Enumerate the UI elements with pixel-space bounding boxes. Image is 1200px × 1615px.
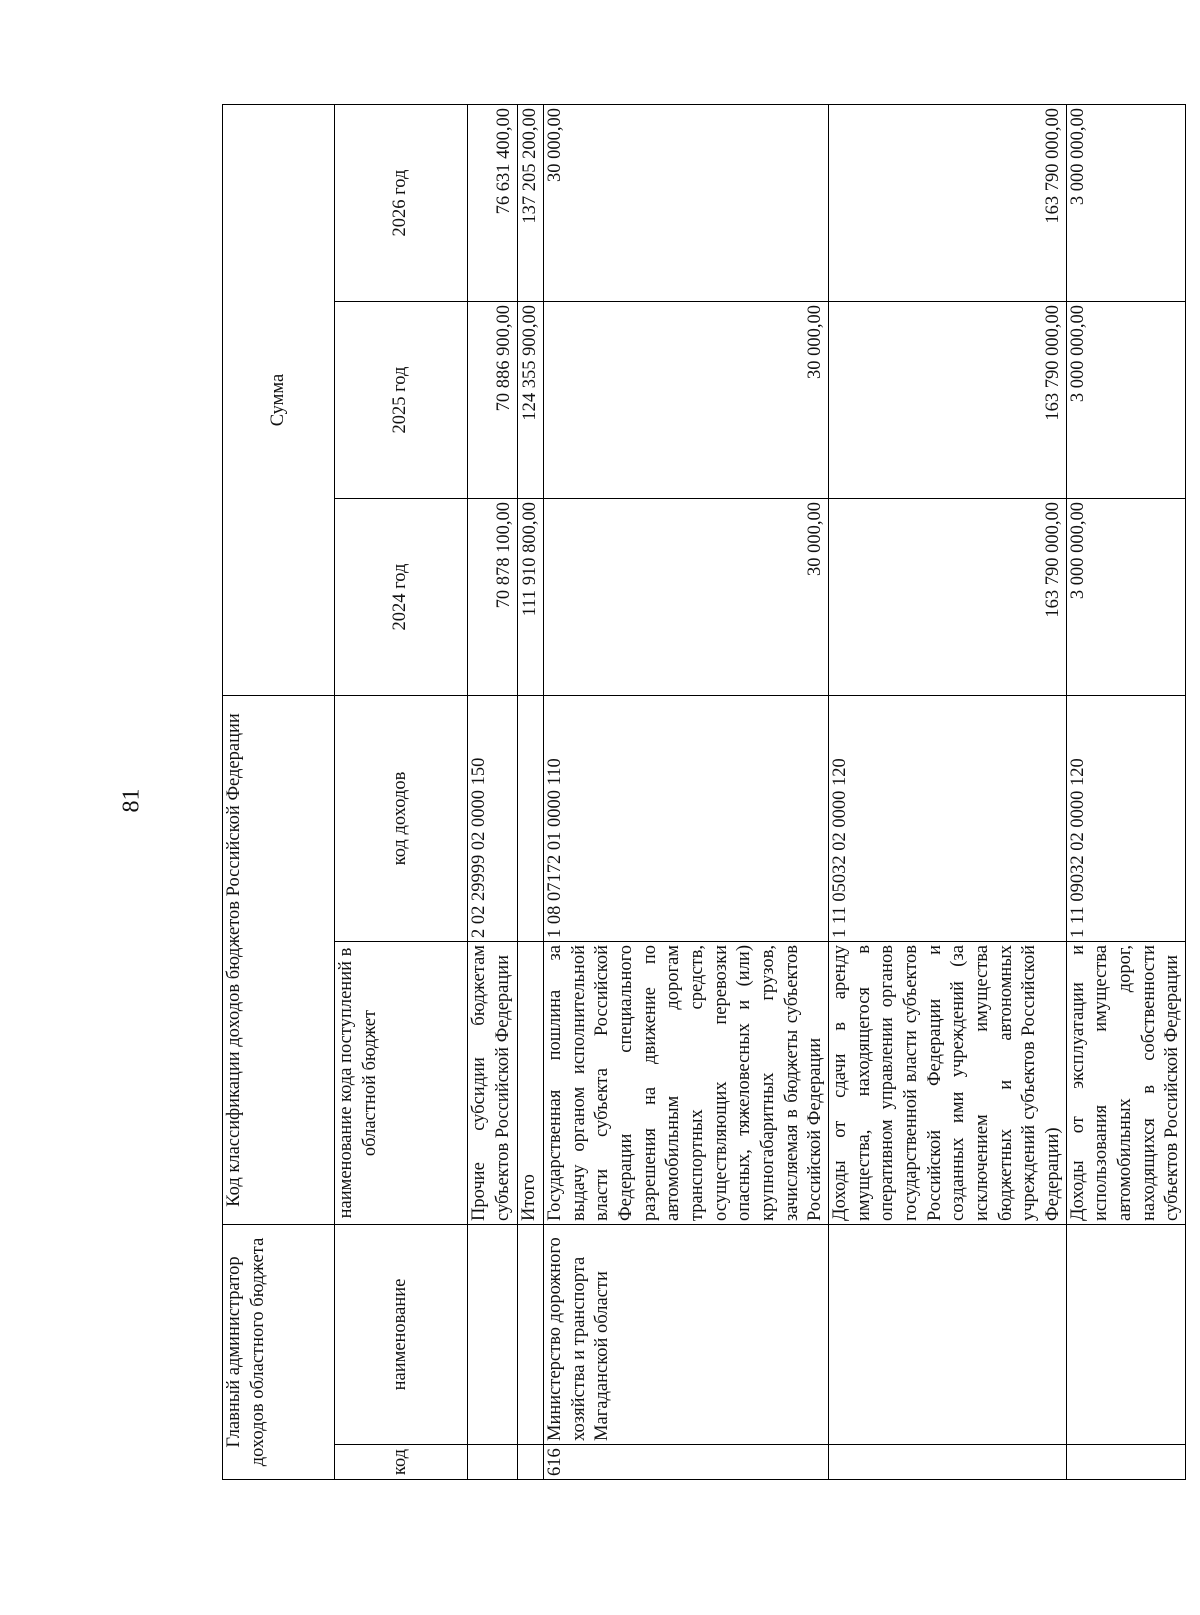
budget-table-rotated bbox=[222, 105, 1183, 1480]
year-2026-header: 2026 год bbox=[335, 105, 468, 302]
kod-header: код bbox=[335, 1445, 468, 1480]
table-row-total bbox=[518, 105, 544, 1480]
row-2026: 30 000,00 bbox=[544, 105, 829, 302]
row-income-code: 1 08 07172 01 0000 110 bbox=[544, 696, 829, 942]
row-code bbox=[518, 1445, 544, 1480]
row-income-name: Прочие субсидии бюджетам субъектов Российской Федерации bbox=[468, 942, 518, 1225]
row-2026: 76 631 400,00 bbox=[468, 105, 518, 302]
row-income-name: Государственная пошлина за выдачу органом исполнительной власти субъекта Российской Федерации специального разрешения на движение по автомобильным дорогам транспортных средств, осуществляющих перевозки опасных, тяжеловесных и (или) крупногабаритных грузов, зачисляемая в бюджеты субъектов Российской Федерации bbox=[544, 942, 829, 1225]
income-code-header: код доходов bbox=[335, 696, 468, 942]
table-row bbox=[468, 105, 518, 1480]
row-2026: 3 000 000,00 bbox=[1066, 105, 1185, 302]
row-2026: 163 790 000,00 bbox=[829, 105, 1067, 302]
row-income-code: 2 02 29999 02 0000 150 bbox=[468, 696, 518, 942]
page-number: 81 bbox=[118, 788, 145, 812]
row-2025: 3 000 000,00 bbox=[1066, 302, 1185, 499]
row-admin bbox=[518, 1225, 544, 1445]
row-admin bbox=[1066, 1225, 1185, 1445]
row-2024: 3 000 000,00 bbox=[1066, 499, 1185, 696]
year-2024-header: 2024 год bbox=[335, 499, 468, 696]
classification-group-header: Код классификации доходов бюджетов Российской Федерации bbox=[223, 696, 335, 1225]
row-2025: 163 790 000,00 bbox=[829, 302, 1067, 499]
row-income-code: 1 11 05032 02 0000 120 bbox=[829, 696, 1067, 942]
total-label: Итого bbox=[518, 942, 544, 1225]
table-row bbox=[1066, 105, 1185, 1480]
row-code: 616 bbox=[544, 1445, 829, 1480]
row-2024: 30 000,00 bbox=[544, 499, 829, 696]
row-code bbox=[468, 1445, 518, 1480]
row-admin bbox=[829, 1225, 1067, 1445]
row-code bbox=[1066, 1445, 1185, 1480]
budget-table bbox=[222, 104, 1186, 1480]
table-row bbox=[544, 105, 829, 1480]
table-row bbox=[829, 105, 1067, 1480]
total-2026: 137 205 200,00 bbox=[518, 105, 544, 302]
row-admin: Министерство дорожного хозяйства и транспорта Магаданской области bbox=[544, 1225, 829, 1445]
year-2025-header: 2025 год bbox=[335, 302, 468, 499]
total-2025: 124 355 900,00 bbox=[518, 302, 544, 499]
row-admin bbox=[468, 1225, 518, 1445]
row-code bbox=[829, 1445, 1067, 1480]
sum-group-header: Сумма bbox=[223, 105, 335, 696]
row-income-name: Доходы от эксплуатации и использования имущества автомобильных дорог, находящихся в собственности субъектов Российской Федерации bbox=[1066, 942, 1185, 1225]
row-2025: 70 886 900,00 bbox=[468, 302, 518, 499]
row-2025: 30 000,00 bbox=[544, 302, 829, 499]
row-2024: 163 790 000,00 bbox=[829, 499, 1067, 696]
row-2024: 70 878 100,00 bbox=[468, 499, 518, 696]
naimenovanie-header: наименование bbox=[335, 1225, 468, 1445]
admin-group-header: Главный администратор доходов областного бюджета bbox=[223, 1225, 335, 1480]
row-income-name: Доходы от сдачи в аренду имущества, находящегося в оперативном управлении органов государственной власти субъектов Российской Федерации и созданных ими учреждений (за исключением имущества бюджетных и автономных учреждений субъектов Российской Федерации) bbox=[829, 942, 1067, 1225]
row-income-code bbox=[518, 696, 544, 942]
row-income-code: 1 11 09032 02 0000 120 bbox=[1066, 696, 1185, 942]
total-2024: 111 910 800,00 bbox=[518, 499, 544, 696]
income-name-header: наименование кода поступлений в областной бюджет bbox=[335, 942, 468, 1225]
